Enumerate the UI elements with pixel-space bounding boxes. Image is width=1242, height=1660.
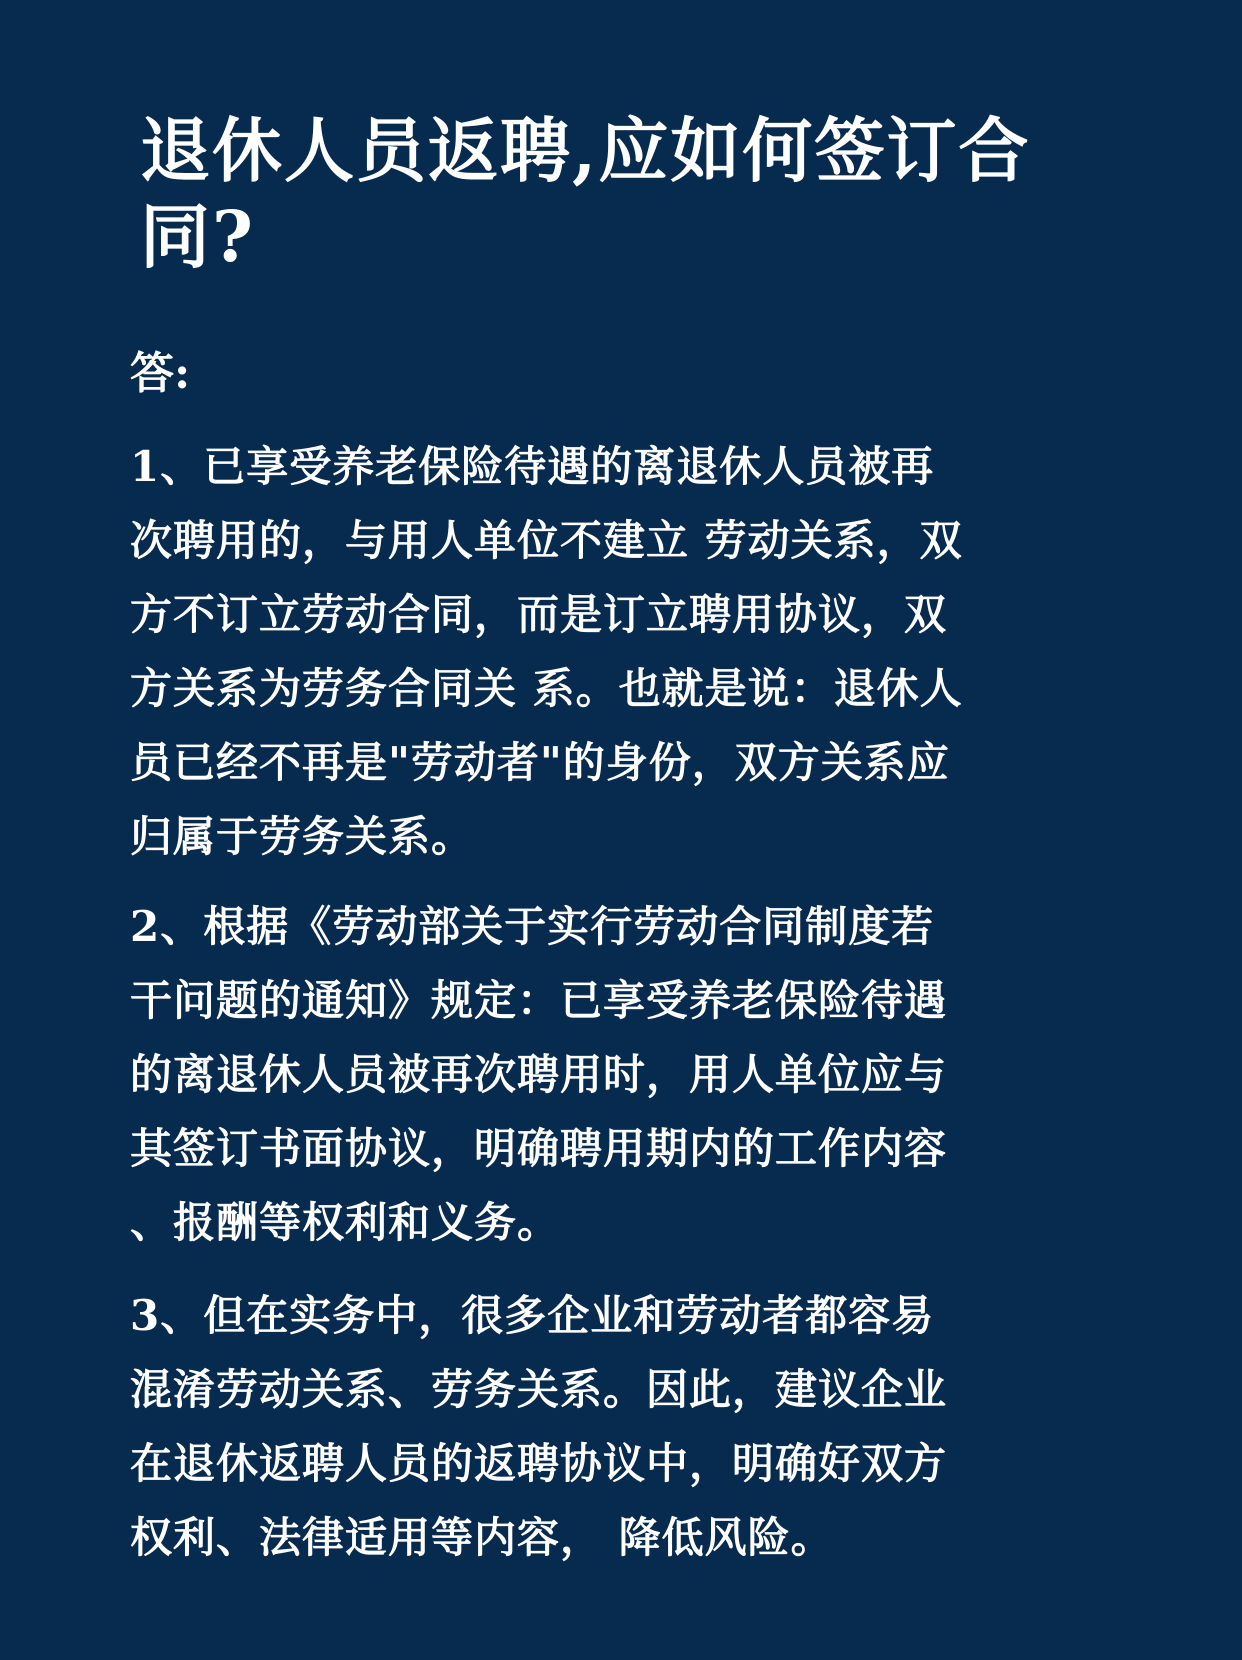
page-title [140, 108, 1070, 280]
paragraph-line: 在退休返聘人员的返聘协议中，明确好双方 [130, 1439, 948, 1488]
answer-paragraph-3 [130, 1279, 1060, 1575]
paragraph-line: 方不订立劳动合同，而是订立聘用协议，双 [130, 590, 948, 639]
paragraph-line: 归属于劳务关系。 [130, 812, 475, 861]
answer-paragraph-1 [130, 430, 1060, 874]
paragraph-line: 的离退休人员被再次聘用时，用人单位应与 [130, 1050, 948, 1099]
paragraph-line: 、报酬等权利和义务。 [130, 1198, 561, 1247]
title-line: 退休人员返聘,应如何签订合 [140, 109, 1031, 192]
paragraph-line: 其签订书面协议，明确聘用期内的工作内容 [130, 1124, 948, 1173]
answer-paragraph-2 [130, 890, 1060, 1260]
paragraph-line: 1、已享受养老保险待遇的离退休人员被再 [130, 442, 935, 491]
paragraph-line: 次聘用的，与用人单位不建立 劳动关系，双 [130, 516, 963, 565]
title-line: 同? [140, 195, 256, 278]
paragraph-line: 权利、法律适用等内容， 降低风险。 [130, 1513, 834, 1562]
paragraph-line: 员已经不再是"劳动者"的身份，双方关系应 [130, 738, 950, 787]
paragraph-line: 干问题的通知》规定：已享受养老保险待遇 [130, 976, 948, 1025]
answer-label: 答: [130, 348, 191, 399]
paragraph-line: 2、根据《劳动部关于实行劳动合同制度若 [130, 902, 935, 951]
paragraph-line: 方关系为劳务合同关 系。也就是说：退休人 [130, 664, 963, 713]
paragraph-line: 3、但在实务中，很多企业和劳动者都容易 [130, 1291, 935, 1340]
paragraph-line: 混淆劳动关系、劳务关系。因此，建议企业 [130, 1365, 948, 1414]
